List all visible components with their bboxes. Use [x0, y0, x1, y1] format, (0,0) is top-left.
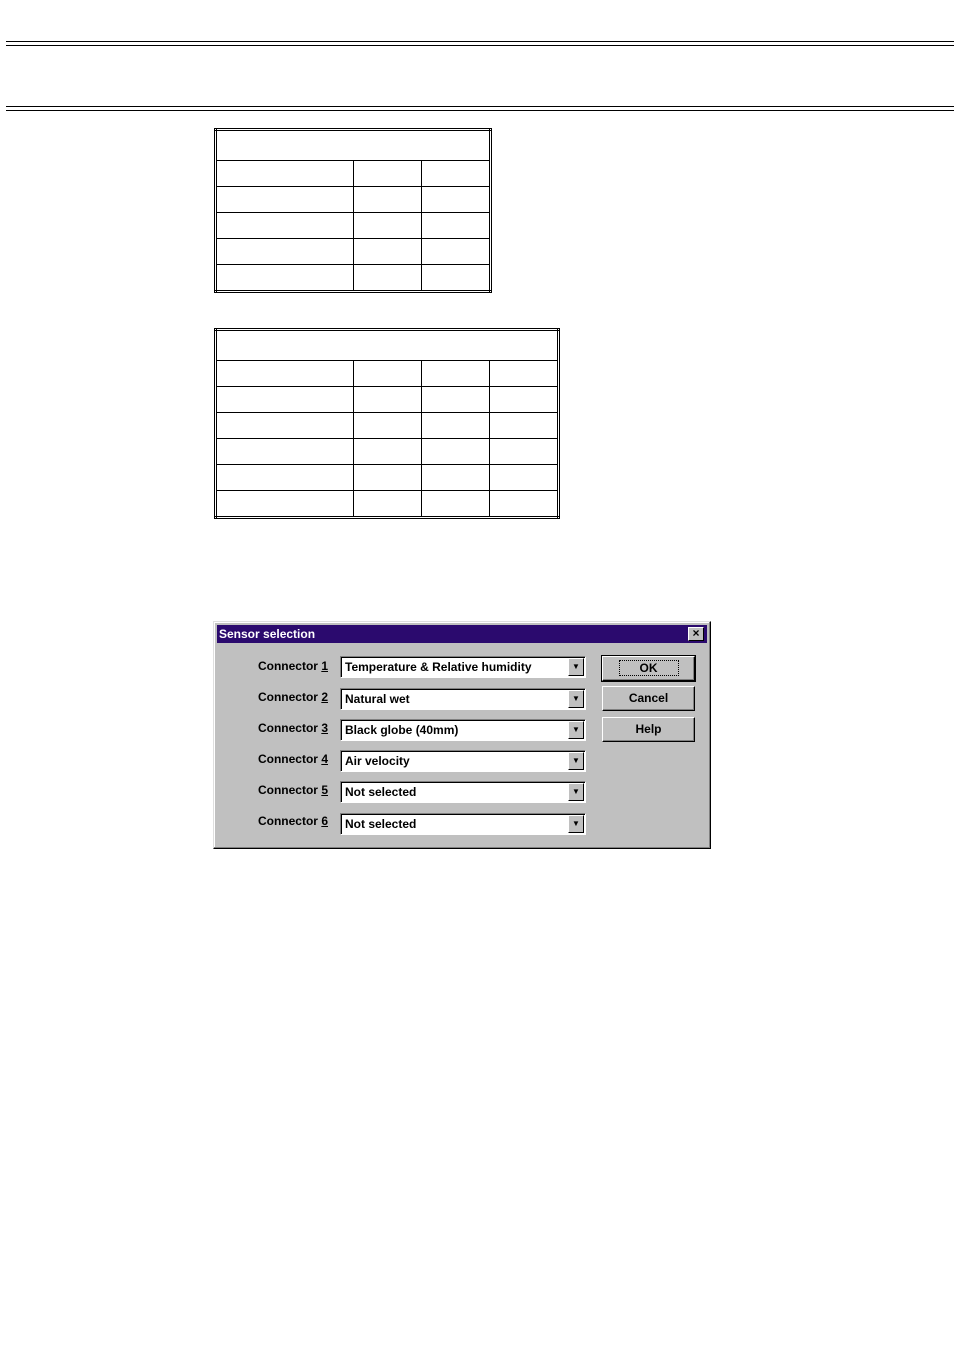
table-row: [216, 239, 491, 265]
table-row: [216, 187, 491, 213]
connector-key: 4: [321, 752, 328, 766]
table-row: [216, 491, 559, 518]
connector-5-value: Not selected: [345, 785, 417, 799]
connector-2-select[interactable]: [340, 688, 586, 710]
connector-6-label: [254, 814, 328, 828]
connector-1-label: [254, 659, 328, 673]
connector-1-value: Temperature & Relative humidity: [345, 660, 532, 674]
connector-key: 2: [321, 690, 328, 704]
connector-label-text: Connector: [257, 690, 322, 704]
connector-2-value: Natural wet: [345, 692, 410, 706]
chevron-down-icon[interactable]: ▼: [568, 815, 584, 833]
empty-table-2: [214, 328, 560, 519]
table-header-cell: [216, 130, 491, 161]
connector-label-text: Connector: [257, 659, 322, 673]
ok-button[interactable]: [602, 656, 695, 681]
connector-3-label: [254, 721, 328, 735]
dialog-titlebar[interactable]: [217, 625, 707, 643]
connector-4-value: Air velocity: [345, 754, 410, 768]
ok-button-label: OK: [619, 660, 679, 676]
connector-label-text: Connector: [257, 783, 322, 797]
sensor-selection-dialog: [213, 621, 711, 849]
table-row: [216, 265, 491, 292]
connector-6-select[interactable]: [340, 813, 586, 835]
table-row: [216, 361, 559, 387]
table-row: [216, 213, 491, 239]
cancel-button[interactable]: Cancel: [602, 686, 695, 711]
connector-1-select[interactable]: [340, 656, 586, 678]
empty-table-1: [214, 128, 492, 293]
table-header-cell: [216, 330, 559, 361]
table-row: [216, 161, 491, 187]
connector-3-value: Black globe (40mm): [345, 723, 459, 737]
connector-key: 5: [321, 783, 328, 797]
dialog-title: Sensor selection: [219, 627, 316, 641]
chevron-down-icon[interactable]: ▼: [568, 783, 584, 801]
connector-4-label: [254, 752, 328, 766]
close-icon[interactable]: ×: [688, 627, 704, 641]
connector-4-select[interactable]: [340, 750, 586, 772]
connector-label-text: Connector: [257, 721, 322, 735]
chevron-down-icon[interactable]: ▼: [568, 690, 584, 708]
chevron-down-icon[interactable]: ▼: [568, 658, 584, 676]
table-row: [216, 387, 559, 413]
connector-6-value: Not selected: [345, 817, 417, 831]
table-row: [216, 465, 559, 491]
connector-key: 3: [321, 721, 328, 735]
header-rule-bottom: [6, 106, 954, 111]
chevron-down-icon[interactable]: ▼: [568, 752, 584, 770]
help-button[interactable]: Help: [602, 717, 695, 742]
header-rule-top: [6, 41, 954, 46]
table-row: [216, 439, 559, 465]
chevron-down-icon[interactable]: ▼: [568, 721, 584, 739]
connector-label-text: Connector: [257, 752, 322, 766]
connector-5-select[interactable]: [340, 781, 586, 803]
connector-2-label: [254, 690, 328, 704]
connector-key: 6: [321, 814, 328, 828]
table-row: [216, 413, 559, 439]
connector-label-text: Connector: [257, 814, 322, 828]
connector-5-label: [254, 783, 328, 797]
connector-3-select[interactable]: [340, 719, 586, 741]
connector-key: 1: [321, 659, 328, 673]
